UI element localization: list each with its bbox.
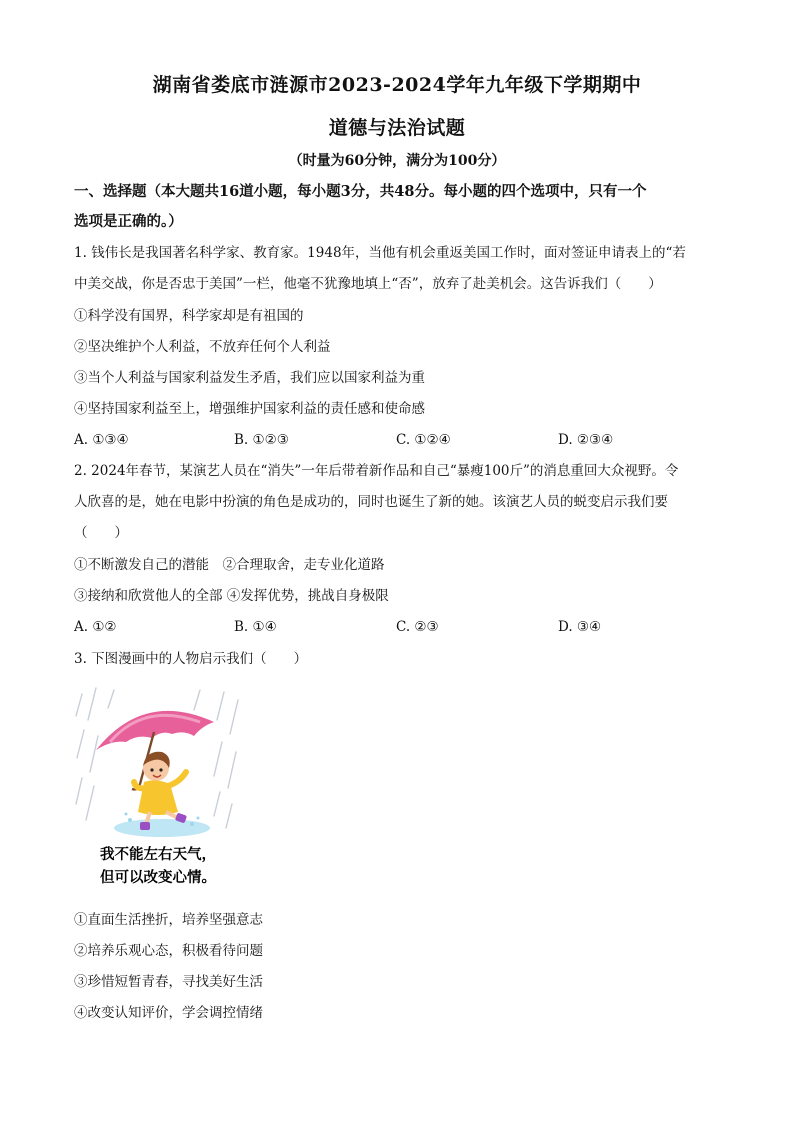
q1-option-a[interactable]: A. ①③④ [74, 432, 129, 448]
q1-statement: ④坚持国家利益至上，增强维护国家利益的责任感和使命感 [74, 401, 425, 417]
exam-title-line1: 湖南省娄底市涟源市2023-2024学年九年级下学期期中 [152, 74, 642, 96]
q2-option-b[interactable]: B. ①④ [234, 619, 277, 635]
q1-stem-line1: 1. 钱伟长是我国著名科学家、教育家。1948年，当他有机会重返美国工作时，面对签证申请表上的“若 [74, 245, 686, 261]
q2-option-c[interactable]: C. ②③ [396, 619, 439, 635]
q2-stem-line3: （ ） [74, 525, 128, 541]
q3-statement: ④改变认知评价，学会调控情绪 [74, 1005, 263, 1021]
boot-left [140, 822, 150, 830]
q3-statement: ③珍惜短暂青春，寻找美好生活 [74, 974, 263, 990]
q2-stem-line1: 2. 2024年春节，某演艺人员在“消失”一年后带着新作品和自己“暴瘦100斤”的消息重回大众视野。令 [74, 463, 679, 479]
q1-option-b[interactable]: B. ①②③ [234, 432, 289, 448]
q2-stem-line2: 人欣喜的是，她在电影中扮演的角色是成功的，同时也诞生了新的她。该演艺人员的蜕变启示我们要 [74, 494, 668, 510]
cartoon-caption-line2: 但可以改变心情。 [100, 870, 216, 886]
section-heading-line1: 一、选择题（本大题共16道小题，每小题3分，共48分。每小题的四个选项中，只有一个 [74, 183, 647, 200]
q1-statement: ①科学没有国界，科学家却是有祖国的 [74, 308, 304, 324]
exam-title-line2: 道德与法治试题 [328, 117, 466, 139]
q2-statement: ①不断激发自己的潜能 ②合理取舍，走专业化道路 [74, 557, 385, 573]
cartoon-caption-line1: 我不能左右天气， [100, 847, 216, 863]
section-heading-line2: 选项是正确的。） [74, 213, 183, 230]
q3-stem: 3. 下图漫画中的人物启示我们（ ） [74, 651, 308, 667]
q2-option-a[interactable]: A. ①② [74, 619, 117, 635]
exam-time-score: （时量为60分钟，满分为100分） [288, 153, 506, 169]
cartoon-illustration [74, 686, 244, 891]
q1-statement: ③当个人利益与国家利益发生矛盾，我们应以国家利益为重 [74, 370, 425, 386]
q3-statement: ①直面生活挫折，培养坚强意志 [74, 912, 263, 928]
q3-statement: ②培养乐观心态，积极看待问题 [74, 943, 263, 959]
q2-statement: ③接纳和欣赏他人的全部 ④发挥优势，挑战自身极限 [74, 588, 389, 604]
q2-option-d[interactable]: D. ③④ [558, 619, 602, 635]
q1-option-c[interactable]: C. ①②④ [396, 432, 451, 448]
q1-stem-line2: 中美交战，你是否忠于美国”一栏，他毫不犹豫地填上“否”，放弃了赴美机会。这告诉我们（ ） [74, 276, 662, 292]
q1-statement: ②坚决维护个人利益，不放弃任何个人利益 [74, 339, 331, 355]
q1-option-d[interactable]: D. ②③④ [558, 432, 614, 448]
puddle [114, 819, 210, 837]
